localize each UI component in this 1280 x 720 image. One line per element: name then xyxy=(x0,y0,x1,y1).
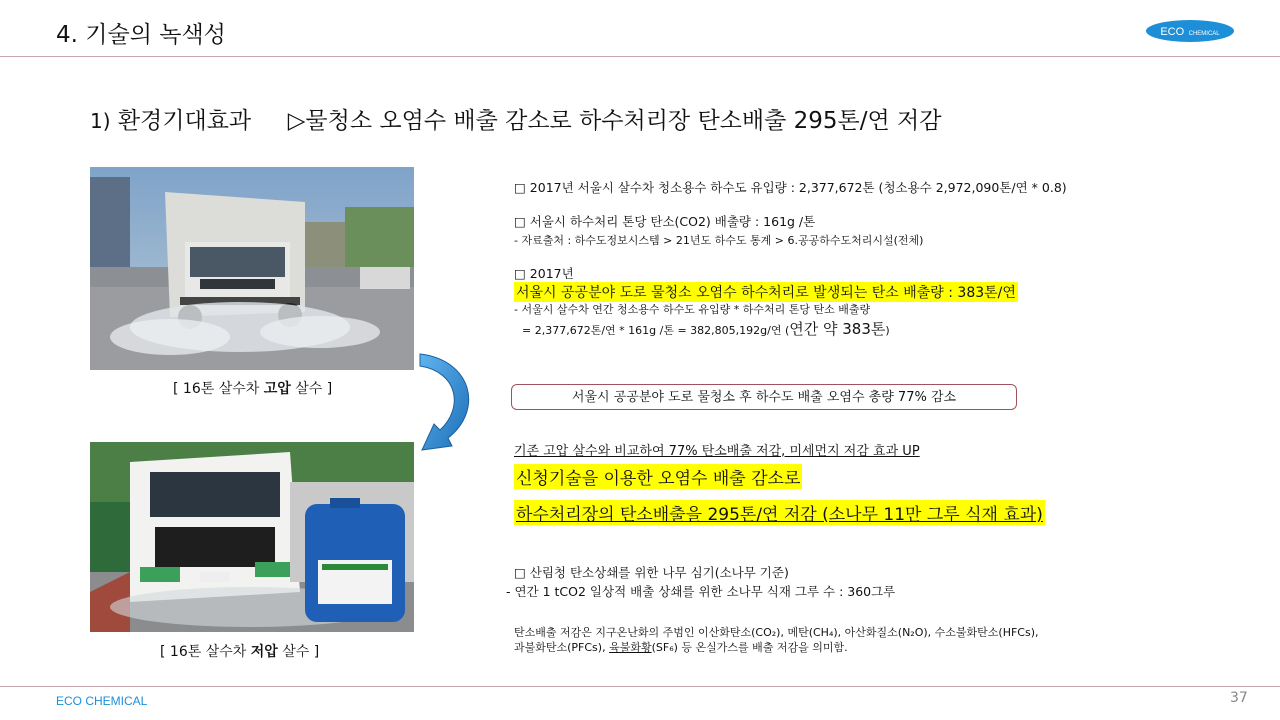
bottom-divider xyxy=(0,686,1280,687)
bottom-photo-caption xyxy=(160,641,319,661)
bottom-caption-suffix: 살수 ] xyxy=(277,644,320,660)
ghg-note-text-c: (SF₆) 등 온실가스를 배출 저감을 의미함. xyxy=(651,641,848,654)
top-caption-prefix: [ 16톤 살수차 xyxy=(173,381,264,397)
logo-sub-text: CHEMICAL xyxy=(1188,31,1220,37)
data-source-line: - 자료출처 : 하수도정보시스템 > 21년도 하수도 통계 > 6.공공하수도처리시설(전체) xyxy=(514,234,924,247)
seoul-inflow-line: □ 2017년 서울시 살수차 청소용수 하수도 유입량 : 2,377,672톤 (청소용수 2,972,090톤/연 * 0.8) xyxy=(514,180,1067,195)
ghg-note-text-a: 과불화탄소(PFCs), xyxy=(514,641,610,654)
reduction-highlight-line: 하수처리장의 탄소배출을 295톤/연 저감 (소나무 11만 그루 식재 효과) xyxy=(514,500,1045,525)
headline xyxy=(90,102,941,135)
emission-highlight-line: 서울시 공공분야 도로 물청소 오염수 하수처리로 발생되는 탄소 배출량 : 383톤/연 xyxy=(514,282,1018,302)
page-number: 37 xyxy=(1230,690,1248,706)
ghg-note-line-1: 탄소배출 저감은 지구온난화의 주범인 이산화탄소(CO₂), 메탄(CH₄), 아산화질소(N₂O), 수소불화탄소(HFCs), xyxy=(514,626,1039,639)
pine-tree-count-line: - 연간 1 tCO2 일상적 배출 상쇄를 위한 소나무 식재 그루 수 : 360그루 xyxy=(506,584,896,599)
calc-formula-result: 연간 약 383톤 xyxy=(789,320,886,338)
calc-formula-text: = 2,377,672톤/연 * 161g /톤 = 382,805,192g/연 ( xyxy=(522,324,790,337)
reduction-summary-box: 서울시 공공분야 도로 물청소 후 하수도 배출 오염수 총량 77% 감소 xyxy=(511,384,1017,410)
headline-statement: 물청소 오염수 배출 감소로 하수처리장 탄소배출 295톤/연 저감 xyxy=(305,108,942,134)
top-photo-caption xyxy=(173,378,332,398)
top-caption-bold: 고압 xyxy=(263,381,291,397)
slide-title: 4. 기술의 녹색성 xyxy=(56,22,226,48)
bottom-caption-bold: 저압 xyxy=(250,644,278,660)
headline-number: 1) xyxy=(90,109,111,133)
forestry-line: □ 산림청 탄소상쇄를 위한 나무 심기(소나무 기준) xyxy=(514,565,789,580)
calc-formula-line xyxy=(522,318,890,339)
calc-description-line: - 서울시 살수차 연간 청소용수 하수도 유입량 * 하수처리 톤당 탄소 배출량 xyxy=(514,303,871,316)
low-pressure-truck-photo xyxy=(90,442,414,632)
footer-company: ECO CHEMICAL xyxy=(56,694,148,708)
co2-per-ton-line: □ 서울시 하수처리 톤당 탄소(CO2) 배출량 : 161g /톤 xyxy=(514,214,816,229)
ghg-note-underlined: 육불화황 xyxy=(609,641,652,654)
triangle-arrow-icon: ▷ xyxy=(287,108,306,134)
curved-arrow-icon xyxy=(412,350,482,460)
high-pressure-truck-photo xyxy=(90,167,414,370)
headline-topic: 환경기대효과 xyxy=(117,108,252,134)
calc-formula-close: ) xyxy=(885,324,890,337)
technology-highlight-line: 신청기술을 이용한 오염수 배출 감소로 xyxy=(514,464,802,489)
eco-chemical-logo xyxy=(1146,20,1234,42)
logo-main-text: ECO xyxy=(1160,26,1185,38)
comparison-line: 기존 고압 살수와 비교하여 77% 탄소배출 저감, 미세먼지 저감 효과 UP xyxy=(514,444,920,459)
ghg-note-line-2 xyxy=(514,639,848,655)
year-2017-line: □ 2017년 xyxy=(514,266,574,281)
bottom-caption-prefix: [ 16톤 살수차 xyxy=(160,644,251,660)
top-caption-suffix: 살수 ] xyxy=(290,381,333,397)
top-divider xyxy=(0,56,1280,57)
